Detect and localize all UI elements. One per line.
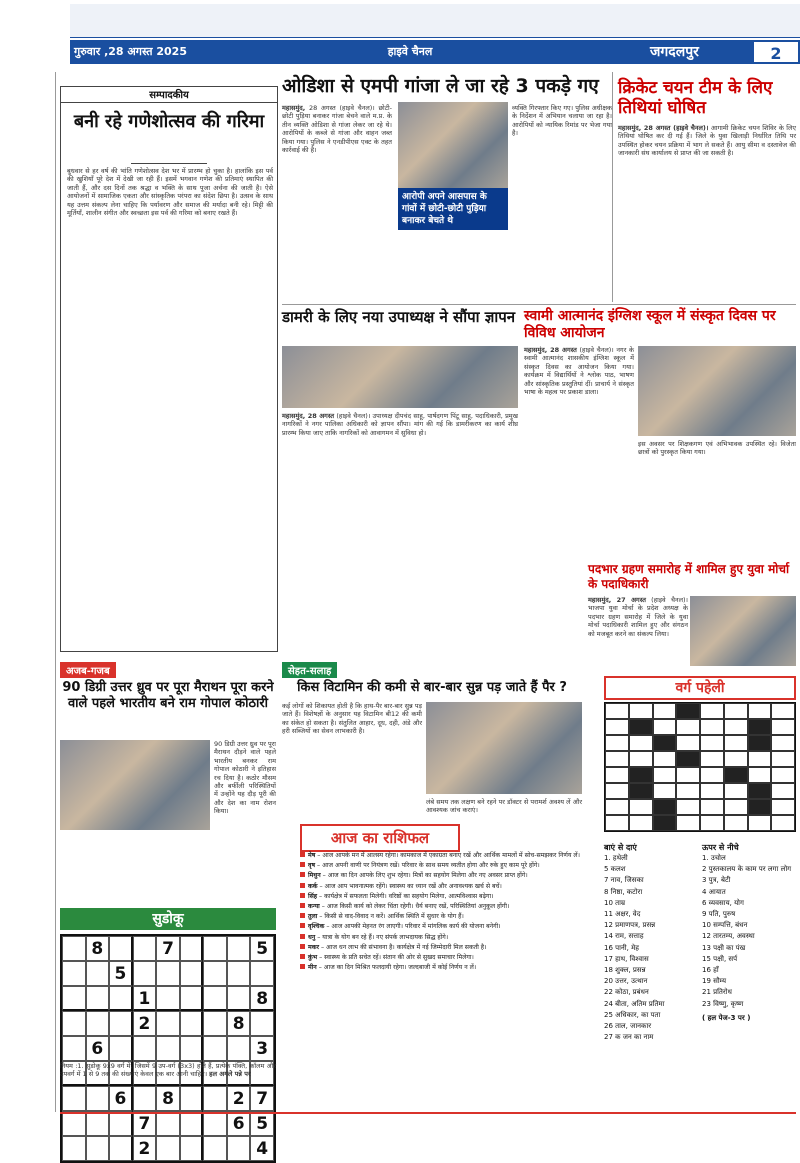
- crossword-cell: [748, 783, 772, 799]
- sign-name: मिथुन: [308, 872, 321, 880]
- down-clues: [702, 853, 796, 1010]
- sudoku-cell: [180, 961, 204, 986]
- school-headline: स्वामी आत्मानंद इंग्लिश स्कूल में संस्कृत दिवस पर विविध आयोजन: [524, 308, 776, 341]
- dumri-headline: डामरी के लिए नया उपाध्यक्ष ने सौंपा ज्ञापन: [282, 308, 516, 326]
- crossword-cell: [700, 751, 724, 767]
- sign-name: तुला: [308, 913, 318, 921]
- sudoku-cell: 5: [109, 961, 133, 986]
- horoscope-item: सिंह – कार्यक्षेत्र में सफलता मिलेगी। वरिष्ठों का सहयोग मिलेगा, आत्मविश्वास बढ़ेगा।: [300, 893, 598, 901]
- editorial-kicker: सम्पादकीय: [61, 87, 277, 103]
- sudoku-cell: 6: [86, 1036, 110, 1061]
- sudoku-cell: [86, 1011, 110, 1036]
- crossword-cell: [676, 703, 700, 719]
- clue-down: 21 प्रतिरोध: [702, 988, 732, 997]
- story-divider: [282, 304, 796, 305]
- title-rule: [131, 163, 207, 164]
- sports-section-label: अजब-गजब: [60, 662, 116, 678]
- bullet-icon: [300, 923, 305, 928]
- sign-name: वृश्चिक: [308, 923, 325, 931]
- crossword-cell: [724, 703, 748, 719]
- sudoku-cell: [180, 1111, 204, 1136]
- sudoku-cell: 2: [133, 1136, 157, 1161]
- crossword-cell: [629, 767, 653, 783]
- sudoku-cell: [156, 1036, 180, 1061]
- crossword-cell: [724, 783, 748, 799]
- sudoku-cell: [156, 1136, 180, 1161]
- sign-text: आज का दिन मिश्रित फलदायी रहेगा। जल्दबाजी में कोई निर्णय न लें।: [323, 964, 477, 972]
- girls-body: [588, 596, 688, 666]
- bullet-icon: [300, 934, 305, 939]
- bullet-icon: [300, 852, 305, 857]
- sudoku-rules: [60, 1062, 276, 1106]
- sign-text: आज आप भावनात्मक रहेंगे। स्वास्थ्य का ध्यान रखें और अनावश्यक खर्च से बचें।: [324, 882, 502, 890]
- left-margin-rule: [55, 72, 56, 1112]
- logo-strip: [70, 4, 800, 38]
- clue-down: 12 तारतम्य, अवस्था: [702, 932, 755, 941]
- sudoku-cell: 8: [250, 986, 274, 1011]
- crossword-cell: [629, 751, 653, 767]
- crossword-cell: [605, 767, 629, 783]
- clue-across: 8 निष्ठा, कटोरा: [604, 887, 643, 896]
- sudoku-cell: [156, 986, 180, 1011]
- crossword-cell: [748, 735, 772, 751]
- crossword-cell: [771, 799, 795, 815]
- sign-text: आज किसी कार्य को लेकर चिंता रहेगी। धैर्य बनाए रखें, परिस्थितियां अनुकूल होंगी।: [326, 903, 510, 911]
- clue-across: 26 ताल, जानकार: [604, 1022, 652, 1031]
- crossword-cell: [748, 703, 772, 719]
- bullet-icon: [300, 903, 305, 908]
- sudoku-cell: [86, 1136, 110, 1161]
- girls-photo: [690, 596, 796, 666]
- lead-body-continued: व्यक्ति गिरफ्तार किए गए। पुलिस अधीक्षक के निर्देशन में अभियान चलाया जा रहा है। आरोपियों को न्यायिक रिमांड पर भेजा गया है।: [512, 104, 612, 138]
- crossword-cell: [605, 703, 629, 719]
- crossword-cell: [724, 815, 748, 831]
- bullet-icon: [300, 883, 305, 888]
- crossword-cell: [605, 815, 629, 831]
- crossword-cell: [676, 735, 700, 751]
- crossword-cell: [771, 751, 795, 767]
- sudoku-cell: [156, 1111, 180, 1136]
- crossword-cell: [724, 751, 748, 767]
- sudoku-cell: [250, 1011, 274, 1036]
- page-number: 2: [752, 40, 800, 64]
- bullet-icon: [300, 944, 305, 949]
- editorial-title: बनी रहे गणेशोत्सव की गरिमा: [73, 111, 265, 132]
- bullet-icon: [300, 964, 305, 969]
- sudoku-cell: [227, 936, 251, 961]
- sign-text: आज धन लाभ की संभावना है। कार्यक्षेत्र में नई जिम्मेदारी मिल सकती है।: [326, 943, 487, 951]
- sudoku-cell: [250, 961, 274, 986]
- clue-across: 10 ताम्र: [604, 898, 626, 907]
- issue-date: गुरुवार ,28 अगस्त 2025: [74, 45, 187, 58]
- sudoku-cell: [156, 1011, 180, 1036]
- horoscope-item: कर्क – आज आप भावनात्मक रहेंगे। स्वास्थ्य का ध्यान रखें और अनावश्यक खर्च से बचें।: [300, 883, 598, 891]
- crossword-cell: [653, 735, 677, 751]
- sudoku-cell: [203, 1011, 227, 1036]
- clue-across: 1. हथेली: [604, 854, 628, 862]
- sudoku-cell: 8: [156, 1086, 180, 1111]
- bottom-rule: [60, 1112, 796, 1114]
- sign-name: सिंह: [308, 892, 318, 900]
- sudoku-cell: [109, 1111, 133, 1136]
- cricket-body: [618, 124, 796, 300]
- horoscope-item: वृश्चिक – आज आपकी मेहनत रंग लाएगी। परिवार में मांगलिक कार्य की योजना बनेगी।: [300, 923, 598, 931]
- publication-name: हाइवे चैनल: [387, 45, 433, 58]
- crossword-cell: [700, 799, 724, 815]
- sign-text: आज अपनी वाणी पर नियंत्रण रखें। परिवार के साथ समय व्यतीत होगा और रुके हुए काम पूरे होंगे।: [322, 862, 540, 870]
- lead-body: [282, 104, 392, 302]
- health-section-label: सेहत-सलाह: [282, 662, 337, 678]
- crossword-cell: [700, 767, 724, 783]
- sign-name: मकर: [308, 943, 319, 951]
- sudoku-cell: [62, 1136, 86, 1161]
- sudoku-cell: 8: [227, 1011, 251, 1036]
- clue-across: 27 क जन का नाम: [604, 1033, 654, 1042]
- clue-down: 13 पक्षी का पंख: [702, 943, 746, 952]
- sudoku-cell: [180, 986, 204, 1011]
- crossword-cell: [629, 703, 653, 719]
- clue-down: 15 पक्षी, सर्प: [702, 954, 738, 963]
- sudoku-cell: [156, 961, 180, 986]
- sudoku-cell: 2: [133, 1011, 157, 1036]
- crossword-cell: [771, 783, 795, 799]
- bullet-icon: [300, 893, 305, 898]
- sudoku-cell: [180, 1011, 204, 1036]
- sudoku-cell: 2: [227, 1086, 251, 1111]
- sudoku-cell: [62, 1036, 86, 1061]
- girls-text: (हाइवे चैनल)। भाजपा युवा मोर्चा के प्रदेश अध्यक्ष के पदभार ग्रहण समारोह में जिले के युवा मोर्चा पदाधिकारी शामिल हुए और संगठन को मजबूत करने का संकल्प लिया।: [588, 596, 689, 638]
- sudoku-cell: [86, 986, 110, 1011]
- sudoku-answer-note: हल अगले पन्ने पर: [209, 1070, 251, 1079]
- city-name: जगदलपुर: [650, 44, 699, 60]
- crossword-cell: [605, 783, 629, 799]
- clue-down: 3 पुत्र, बेटी: [702, 876, 731, 885]
- clue-down: 16 हाँ: [702, 966, 719, 975]
- sudoku-cell: [227, 961, 251, 986]
- dumri-text: (हाइवे चैनल)। उपाध्यक्ष दीपचंद साहू, पार्षदगण पिंटू साहू, पदाधिकारी, प्रमुख नागरिकों ने नगर पालिका अधिकारी को ज्ञापन सौंपा। मांग की गई कि डामरीकरण का कार्य शीघ्र प्रारम्भ किया जाए ताकि नागरिकों को आवागमन में सुविधा हो।: [282, 412, 518, 437]
- sudoku-cell: [203, 1036, 227, 1061]
- crossword-clues: [604, 842, 796, 1054]
- crossword-cell: [653, 751, 677, 767]
- crossword-cell: [605, 799, 629, 815]
- sports-headline: 90 डिग्री उत्तर ध्रुव पर पूरा मैराथन पूरा करने वाले पहले भारतीय बने राम गोपाल कोठारी: [62, 680, 274, 711]
- horoscope-item: मिथुन – आज का दिन आपके लिए शुभ रहेगा। मित्रों का सहयोग मिलेगा और नए अवसर प्राप्त होंगे।: [300, 872, 598, 880]
- sudoku-cell: [227, 986, 251, 1011]
- sudoku-cell: [180, 1136, 204, 1161]
- sign-text: आज आपके मन में आलस्य रहेगा। कामकाज में एकाग्रता बनाए रखें और आर्थिक मामलों में सोच-समझकर निर्णय लें।: [322, 852, 580, 859]
- clue-across: 24 बीता, अतिम प्रतिमा: [604, 999, 665, 1008]
- sudoku-cell: 8: [86, 936, 110, 961]
- editorial-body: बुधवार से हर वर्ष की भांति गणेशोत्सव देश भर में प्रारम्भ हो चुका है। हालांकि इस पर्व की खुशियाँ पूरे देश में देखी जा रही हैं। इसमें भगवान गणेश की प्रतिमाएं स्थापित की जाती हैं, और दस दिनों तक श्रद्धा व भक्ति के साथ पूजा अर्चना की जाती है। ऐसे आयोजनों में सामाजिक एकता और सांस्कृतिक परंपरा का संदेश छिपा है। उत्सव के साथ यह उत्तम संकल्प लेना चाहिए कि पर्यावरण और समाज की मर्यादा बनी रहे। मिट्टी की मूर्तियाँ, शालीन संगीत और स्वच्छता इस पर्व की गरिमा को बनाए रखते हैं।: [67, 167, 273, 218]
- crossword-cell: [676, 783, 700, 799]
- clue-across: 18 शुक्ल, प्रसन्न: [604, 966, 646, 975]
- sudoku-title: सुडोकू: [152, 911, 184, 927]
- crossword-cell: [771, 703, 795, 719]
- clue-down: 9 पति, पुरुष: [702, 910, 736, 919]
- clue-across: 14 राम, सत्ताह: [604, 932, 644, 941]
- crossword-cell: [748, 751, 772, 767]
- crossword-cell: [653, 783, 677, 799]
- horoscope-item: तुला – किसी से वाद-विवाद न करें। आर्थिक स्थिति में सुधार के योग हैं।: [300, 913, 598, 921]
- crossword-cell: [724, 767, 748, 783]
- sign-name: कुंभ: [308, 954, 318, 962]
- bullet-icon: [300, 954, 305, 959]
- crossword-cell: [629, 719, 653, 735]
- crossword-cell: [605, 735, 629, 751]
- cricket-dateline: महासमुंद, 28 अगस्त (हाइवे चैनल)।: [618, 124, 709, 132]
- girls-dateline: महासमुंद, 27 अगस्त: [588, 596, 646, 604]
- horoscope-item: कन्या – आज किसी कार्य को लेकर चिंता रहेगी। धैर्य बनाए रखें, परिस्थितियां अनुकूल होंगी।: [300, 903, 598, 911]
- crossword-cell: [724, 799, 748, 815]
- clue-across: 25 अधिकार, का पता: [604, 1010, 661, 1019]
- crossword-cell: [700, 703, 724, 719]
- sign-name: कर्क: [308, 882, 318, 890]
- crossword-cell: [653, 815, 677, 831]
- girls-headline: पदभार ग्रहण समारोह में शामिल हुए युवा मोर्चा के पदाधिकारी: [588, 562, 790, 591]
- sign-name: मीन: [308, 964, 317, 972]
- sudoku-grid: [60, 934, 276, 1163]
- sudoku-cell: 4: [250, 1136, 274, 1161]
- sudoku-cell: [62, 986, 86, 1011]
- cricket-text: आगामी क्रिकेट चयन शिविर के लिए तिथियां घोषित कर दी गई हैं। जिले के युवा खिलाड़ी निर्धारित तिथि पर उपस्थित होकर चयन प्रक्रिया में भाग ले सकते हैं। आयु सीमा व दस्तावेज की जानकारी संघ कार्यालय से प्राप्त की जा सकती है।: [618, 124, 796, 158]
- clue-across: 11 अक्षर, वेद: [604, 910, 641, 919]
- health-headline: किस विटामिन की कमी से बार-बार सुन्न पड़ जाते हैं पैर ?: [297, 680, 567, 695]
- sign-text: आज आपकी मेहनत रंग लाएगी। परिवार में मांगलिक कार्य की योजना बनेगी।: [331, 923, 501, 931]
- crossword-cell: [629, 783, 653, 799]
- clue-down: 1. उचोल: [702, 854, 726, 862]
- crossword-cell: [771, 767, 795, 783]
- sports-photo: [60, 740, 210, 830]
- sudoku-cell: [109, 1011, 133, 1036]
- lead-dateline: महासमुंद,: [282, 104, 306, 112]
- dumri-body: [282, 412, 518, 558]
- column-rule-right: [612, 72, 613, 302]
- sudoku-cell: 3: [250, 1036, 274, 1061]
- sudoku-cell: [227, 1036, 251, 1061]
- clue-across: 5 कलश: [604, 865, 626, 874]
- clue-across: 22 कोठा, प्रबंधन: [604, 988, 649, 997]
- sign-text: स्वास्थ्य के प्रति सचेत रहें। संतान की ओर से सुखद समाचार मिलेगा।: [324, 954, 474, 962]
- clue-across: 7 नाव, जिसका: [604, 876, 644, 885]
- across-label: बाएं से दाएं: [604, 843, 637, 852]
- lead-text: (हाइवे चैनल)। छोटी-छोटी पुड़िया बनाकर गांजा बेचने वाले म.प्र. के तीन व्यक्ति ओडिशा से गांजा लेकर जा रहे थे। आरोपियों के कब्जे से गांजा और वाहन जब्त किया गया। पुलिस ने एनडीपीएस एक्ट के तहत कार्रवाई की है।: [282, 104, 393, 155]
- sudoku-cell: 5: [250, 936, 274, 961]
- sudoku-cell: [109, 936, 133, 961]
- school-text: (हाइवे चैनल)। नगर के स्वामी आत्मानंद शासकीय इंग्लिश स्कूल में संस्कृत दिवस का आयोजन किया गया। कार्यक्रम में विद्यार्थियों ने श्लोक पाठ, भाषण और सांस्कृतिक प्रस्तुतियां दीं। प्राचार्य ने संस्कृत भाषा के महत्व पर प्रकाश डाला।: [524, 346, 634, 397]
- clue-across: 17 हाथ, विश्वास: [604, 954, 649, 963]
- crossword-cell: [724, 719, 748, 735]
- horoscope-item: मेष – आज आपके मन में आलस्य रहेगा। कामकाज में एकाग्रता बनाए रखें और आर्थिक मामलों में सोच-समझकर निर्णय लें।: [300, 852, 598, 860]
- sudoku-cell: [133, 961, 157, 986]
- horoscope-item: वृष – आज अपनी वाणी पर नियंत्रण रखें। परिवार के साथ समय व्यतीत होगा और रुके हुए काम पूरे होंगे।: [300, 862, 598, 870]
- horoscope-item: कुंभ – स्वास्थ्य के प्रति सचेत रहें। संतान की ओर से सुखद समाचार मिलेगा।: [300, 954, 598, 962]
- lead-date: 28 अगस्त: [308, 104, 336, 112]
- editorial-box: [60, 86, 278, 652]
- crossword-cell: [700, 815, 724, 831]
- health-body-continued: लंबे समय तक लक्षण बने रहने पर डॉक्टर से परामर्श अवश्य लें और आवश्यक जांच कराएं।: [426, 798, 582, 815]
- lead-headline: ओडिशा से एमपी गांजा ले जा रहे 3 पकड़े गए: [282, 75, 599, 97]
- crossword-cell: [748, 719, 772, 735]
- horoscope-item: धनु – यात्रा के योग बन रहे हैं। नए संपर्क लाभदायक सिद्ध होंगे।: [300, 934, 598, 942]
- across-clues: [604, 853, 698, 1043]
- sudoku-cell: 7: [133, 1111, 157, 1136]
- crossword-cell: [748, 799, 772, 815]
- sports-body: 90 डिग्री उत्तर ध्रुव पर पूरा मैराथन दौड़ने वाले पहले भारतीय बनकर राम गोपाल कोठारी ने इतिहास रच दिया है। कठोर मौसम और बर्फीली परिस्थितियों में उन्होंने यह दौड़ पूरी की और देश का नाम रोशन किया।: [214, 740, 276, 816]
- sudoku-cell: 7: [156, 936, 180, 961]
- crossword-cell: [653, 703, 677, 719]
- sudoku-cell: 1: [133, 986, 157, 1011]
- sign-name: कन्या: [308, 903, 320, 911]
- health-body: कई लोगों को शिकायत होती है कि हाथ-पैर बार-बार सुन्न पड़ जाते हैं। विशेषज्ञों के अनुसार यह विटामिन बी12 की कमी का संकेत हो सकता है। संतुलित आहार, दूध, दही, अंडे और हरी सब्जियों का सेवन लाभकारी है।: [282, 702, 422, 736]
- clue-across: 12 प्रमाणपत्र, प्रसन्न: [604, 921, 656, 930]
- sudoku-cell: [109, 1036, 133, 1061]
- sudoku-cell: [62, 961, 86, 986]
- horoscope-item: मीन – आज का दिन मिश्रित फलदायी रहेगा। जल्दबाजी में कोई निर्णय न लें।: [300, 964, 598, 972]
- sudoku-cell: [109, 986, 133, 1011]
- sudoku-cell: [133, 1036, 157, 1061]
- health-photo: [426, 702, 582, 794]
- clue-down: 23 विष्णु, कृष्ण: [702, 999, 744, 1008]
- sudoku-cell: [203, 961, 227, 986]
- sudoku-cell: 7: [250, 1086, 274, 1111]
- school-dateline: महासमुंद, 28 अगस्त: [524, 346, 577, 354]
- clue-across: 16 पानी, मेह: [604, 943, 639, 952]
- school-body-continued: इस अवसर पर शिक्षकगण एवं अभिभावक उपस्थित रहे। विजेता छात्रों को पुरस्कृत किया गया।: [638, 440, 796, 457]
- clue-across: 20 उत्तर, उत्थान: [604, 977, 648, 986]
- lead-photo: [398, 102, 508, 188]
- sign-text: आज का दिन आपके लिए शुभ रहेगा। मित्रों का सहयोग मिलेगा और नए अवसर प्राप्त होंगे।: [327, 872, 528, 880]
- crossword-cell: [653, 767, 677, 783]
- crossword-cell: [653, 799, 677, 815]
- crossword-cell: [771, 815, 795, 831]
- sudoku-cell: [203, 1136, 227, 1161]
- sudoku-cell: 6: [227, 1111, 251, 1136]
- sign-name: धनु: [308, 933, 316, 941]
- sudoku-cell: [86, 961, 110, 986]
- crossword-cell: [605, 719, 629, 735]
- sudoku-cell: 6: [109, 1086, 133, 1111]
- sudoku-cell: [62, 1011, 86, 1036]
- crossword-cell: [676, 767, 700, 783]
- crossword-cell: [629, 799, 653, 815]
- cricket-headline: क्रिकेट चयन टीम के लिए तिथियां घोषित: [618, 78, 773, 118]
- clue-down: 2 पुस्तकालय के काम पर लगा लोग: [702, 865, 792, 874]
- sudoku-cell: [180, 936, 204, 961]
- bullet-icon: [300, 862, 305, 867]
- dumri-photo: [282, 346, 518, 408]
- horoscope-list: [300, 852, 598, 1106]
- crossword-cell: [748, 767, 772, 783]
- clue-down: 19 सौम्य: [702, 977, 727, 986]
- crossword-cell: [700, 719, 724, 735]
- crossword-cell: [748, 815, 772, 831]
- sudoku-cell: [180, 1036, 204, 1061]
- clue-down: 4 आयात: [702, 887, 726, 896]
- dumri-dateline: महासमुंद, 28 अगस्त: [282, 412, 335, 420]
- sudoku-cell: [62, 1111, 86, 1136]
- sudoku-cell: [203, 936, 227, 961]
- crossword-cell: [676, 815, 700, 831]
- sign-name: मेष: [308, 852, 316, 859]
- crossword-cell: [676, 751, 700, 767]
- crossword-cell: [629, 735, 653, 751]
- sudoku-cell: [86, 1111, 110, 1136]
- sudoku-cell: 5: [250, 1111, 274, 1136]
- crossword-cell: [724, 735, 748, 751]
- down-label: ऊपर से नीचे: [702, 843, 739, 852]
- horoscope-item: मकर – आज धन लाभ की संभावना है। कार्यक्षेत्र में नई जिम्मेदारी मिल सकती है।: [300, 944, 598, 952]
- crossword-cell: [676, 799, 700, 815]
- crossword-cell: [629, 815, 653, 831]
- lead-photo-caption: आरोपी अपने आसपास के गांवों में छोटी-छोटी पुड़िया बनाकर बेचते थे: [398, 188, 508, 230]
- sign-text: कार्यक्षेत्र में सफलता मिलेगी। वरिष्ठों का सहयोग मिलेगा, आत्मविश्वास बढ़ेगा।: [324, 892, 494, 900]
- crossword-answer-note: ( हल पेज-3 पर ): [702, 1013, 751, 1022]
- clue-down: 6 व्यवसाय, योग: [702, 898, 744, 907]
- sudoku-cell: [133, 936, 157, 961]
- crossword-grid: [604, 702, 796, 832]
- sudoku-cell: [109, 1136, 133, 1161]
- sign-text: किसी से वाद-विवाद न करें। आर्थिक स्थिति में सुधार के योग हैं।: [324, 913, 464, 921]
- horoscope-title: आज का राशिफल: [300, 824, 460, 852]
- crossword-cell: [676, 719, 700, 735]
- school-body: [524, 346, 634, 558]
- crossword-cell: [700, 783, 724, 799]
- sudoku-cell: [203, 1111, 227, 1136]
- crossword-cell: [700, 735, 724, 751]
- crossword-title: वर्ग पहेली: [604, 676, 796, 700]
- sudoku-cell: [203, 986, 227, 1011]
- bullet-icon: [300, 872, 305, 877]
- sign-name: वृष: [308, 862, 316, 870]
- sudoku-rules-text: नियम :1. सुडोकू 9x9 वर्ग में, जिसमें 9 उप-वर्ग (3x3) होते हैं, प्रत्येक पंक्ति, कॉलम और उपवर्ग में 1 से 9 तक की संख्याएं केवल एक बार आनी चाहिए।: [60, 1062, 276, 1079]
- school-photo: [638, 346, 796, 436]
- crossword-cell: [771, 719, 795, 735]
- masthead: [0, 0, 800, 64]
- clue-down: 10 सम्पत्ति, बंधन: [702, 921, 748, 930]
- sudoku-cell: [227, 1136, 251, 1161]
- sign-text: यात्रा के योग बन रहे हैं। नए संपर्क लाभदायक सिद्ध होंगे।: [322, 933, 449, 941]
- crossword-cell: [771, 735, 795, 751]
- crossword-cell: [653, 719, 677, 735]
- bullet-icon: [300, 913, 305, 918]
- crossword-cell: [605, 751, 629, 767]
- sudoku-cell: [62, 936, 86, 961]
